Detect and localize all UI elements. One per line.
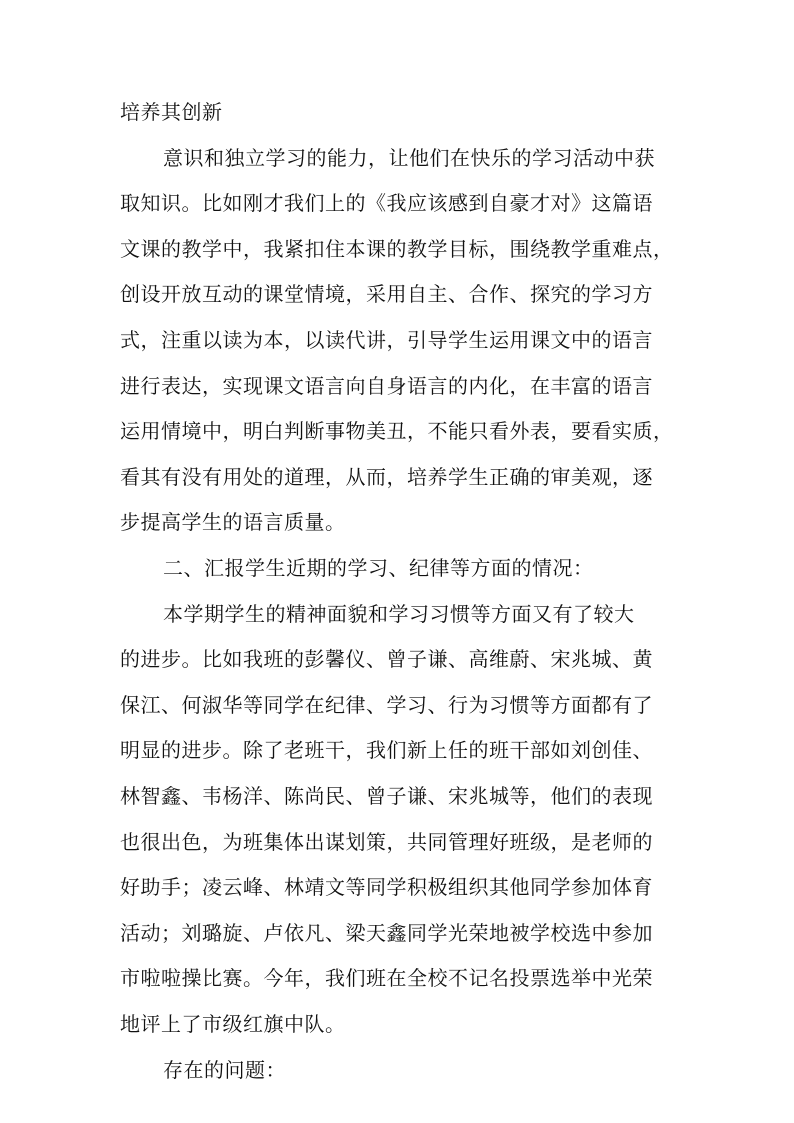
text-line: 文课的教学中，我紧扣住本课的教学目标，围绕教学重难点，: [120, 237, 674, 261]
text-line: 取知识。比如刚才我们上的《我应该感到自豪才对》这篇语: [120, 191, 653, 215]
text-line: 保江、何淑华等同学在纪律、学习、行为习惯等方面都有了: [120, 693, 653, 717]
text-line: 好助手；凌云峰、林靖文等同学积极组织其他同学参加体育: [120, 875, 653, 899]
text-line: 明显的进步。除了老班干，我们新上任的班干部如刘创佳、: [120, 738, 653, 762]
text-line: 意识和独立学习的能力，让他们在快乐的学习活动中获: [163, 146, 655, 170]
text-line: 进行表达，实现课文语言向自身语言的内化，在丰富的语言: [120, 374, 653, 398]
text-line: 林智鑫、韦杨洋、陈尚民、曾子谦、宋兆城等，他们的表现: [120, 784, 653, 808]
text-line: 运用情境中，明白判断事物美丑，不能只看外表，要看实质，: [120, 419, 674, 443]
text-line: 式，注重以读为本，以读代讲，引导学生运用课文中的语言: [120, 328, 653, 352]
text-line: 市啦啦操比赛。今年，我们班在全校不记名投票选举中光荣: [120, 966, 653, 990]
text-line: 步提高学生的语言质量。: [120, 510, 346, 534]
text-line: 地评上了市级红旗中队。: [120, 1012, 346, 1036]
text-line: 培养其创新: [120, 100, 223, 124]
text-line: 创设开放互动的课堂情境，采用自主、合作、探究的学习方: [120, 282, 653, 306]
text-line: 的进步。比如我班的彭馨仪、曾子谦、高维蔚、宋兆城、黄: [120, 647, 653, 671]
section-heading: 存在的问题：: [163, 1058, 286, 1082]
text-line: 活动；刘璐旋、卢依凡、梁天鑫同学光荣地被学校选中参加: [120, 921, 653, 945]
section-heading: 二、汇报学生近期的学习、纪律等方面的情况：: [163, 556, 594, 580]
text-line: 看其有没有用处的道理，从而，培养学生正确的审美观，逐: [120, 465, 653, 489]
text-line: 本学期学生的精神面貌和学习习惯等方面又有了较大: [163, 602, 635, 626]
text-line: 也很出色，为班集体出谋划策，共同管理好班级，是老师的: [120, 830, 653, 854]
